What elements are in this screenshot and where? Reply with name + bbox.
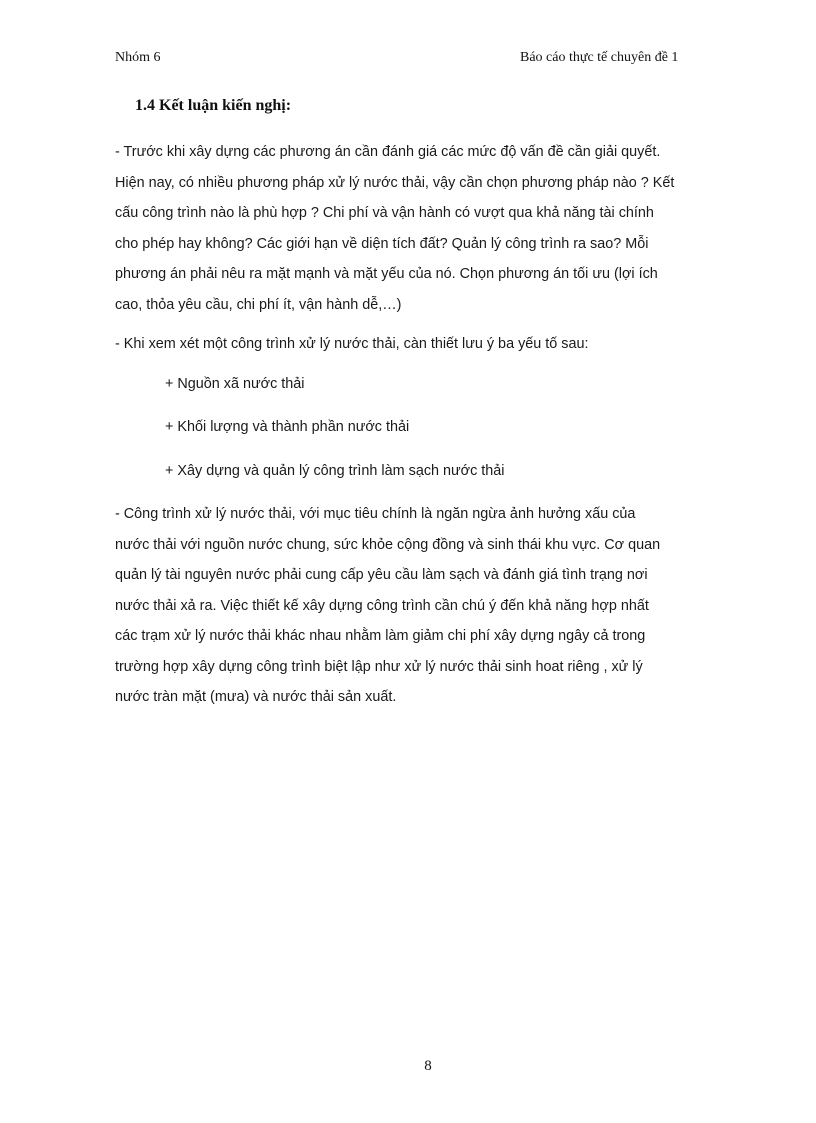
- text-line: phương án phải nêu ra mặt mạnh và mặt yếu của nó. Chọn phương án tối ưu (lợi ích: [115, 266, 658, 282]
- text-line: nước thải với nguồn nước chung, sức khỏe cộng đồng và sinh thái khu vực. Cơ quan: [115, 536, 661, 553]
- section-heading: 1.4 Kết luận kiến nghị:: [135, 97, 292, 114]
- paragraph-3: [115, 499, 717, 713]
- text-line: - Khi xem xét một công trình xử lý nước thải, càn thiết lưu ý ba yếu tố sau:: [115, 336, 589, 352]
- text-line: nước tràn mặt (mưa) và nước thải sản xuất.: [115, 689, 397, 705]
- header-group-name: Nhóm 6: [115, 50, 161, 65]
- text-line: nước thải xả ra. Việc thiết kế xây dựng công trình cần chú ý đến khả năng hợp nhất: [115, 597, 649, 614]
- text-line: quản lý tài nguyên nước phải cung cấp yêu cầu làm sạch và đánh giá tình trạng nơi: [115, 567, 648, 583]
- bullet-item: + Xây dựng và quản lý công trình làm sạch nước thải: [165, 462, 505, 479]
- paragraph-1: [115, 137, 717, 320]
- page-number: 8: [424, 1058, 432, 1074]
- text-line: cấu công trình nào là phù hợp ? Chi phí và vận hành có vượt qua khả năng tài chính: [115, 205, 654, 221]
- text-line: các trạm xử lý nước thải khác nhau nhằm làm giảm chi phí xây dựng ngây cả trong: [115, 628, 646, 644]
- bullet-item: + Khối lượng và thành phần nước thải: [165, 419, 410, 435]
- text-line: cao, thỏa yêu cầu, chi phí ít, vận hành dễ,…): [115, 296, 402, 313]
- text-line: - Trước khi xây dựng các phương án cần đánh giá các mức độ vấn đề cần giải quyết.: [115, 144, 661, 160]
- text-line: trường hợp xây dựng công trình biệt lập như xử lý nước thải sinh hoat riêng , xử lý: [115, 658, 643, 675]
- text-line: cho phép hay không? Các giới hạn về diện tích đất? Quản lý công trình ra sao? Mỗi: [115, 235, 649, 252]
- text-line: - Công trình xử lý nước thải, với mục tiêu chính là ngăn ngừa ảnh hưởng xấu của: [115, 506, 636, 522]
- header-report-title: Báo cáo thực tế chuyên đề 1: [520, 50, 679, 65]
- bullet-item: + Nguồn xã nước thải: [165, 375, 305, 392]
- text-line: Hiện nay, có nhiều phương pháp xử lý nước thải, vậy cần chọn phương pháp nào ? Kết: [115, 174, 675, 191]
- document-body: [115, 95, 717, 722]
- paragraph-2: [115, 329, 717, 360]
